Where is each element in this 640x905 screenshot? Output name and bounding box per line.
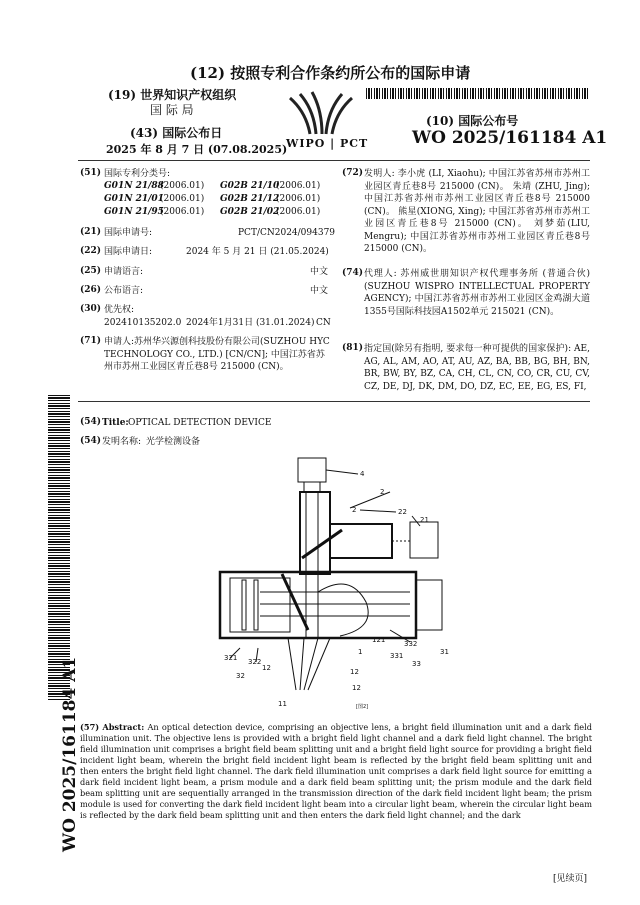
svg-text:32: 32 bbox=[236, 672, 245, 680]
states-num: (81) bbox=[342, 343, 364, 353]
ipc-code: G01N 21/88 bbox=[104, 181, 164, 191]
svg-text:12: 12 bbox=[350, 668, 359, 676]
app-no-label: 国际申请号: bbox=[104, 228, 153, 238]
filing-value: 2024 年 5 月 21 日 (21.05.2024) bbox=[186, 247, 329, 257]
pub-lang-num: (26) bbox=[80, 285, 102, 295]
applicant-text: 申请人:苏州华兴源创科技股份有限公司(SUZHOU HYC TECHNOLOGY CO., LTD.) [CN/CN]; 中国江苏省苏州市苏州工业园区青丘巷8号 215000 (CN)。 bbox=[104, 337, 330, 372]
figure-drawing bbox=[200, 452, 460, 714]
abstract-text: An optical detection device, comprising an objective lens, a bright field illumination unit and a dark field illumination unit. The objective lens is provided with a bright field light channel and a dark field light channel. The bright field illumination unit comprises a bright field beam splitting unit and a bright field light source for providing a bright field incident light beam, wherein the bright field incident light beam is reflected by the bright field beam splitting unit and then enters the bright field light channel. The dark field illumination unit comprises a dark field light source for emitting a dark field incident light beam, a prism module and a dark field beam splitting unit; the prism module and the dark field beam splitting unit are sequentially arranged in the transmission direction of the dark field incident light beam; the prism module is used for converting the dark field incident light beam into a circular light beam, wherein the circular light beam is reflected by the dark field beam splitting unit and then enters the dark field light channel; and the dark bbox=[80, 722, 593, 820]
continued-note: [见续页] bbox=[553, 874, 588, 884]
svg-text:31: 31 bbox=[440, 648, 449, 656]
side-publication-number: WO 2025/161184 A1 bbox=[60, 656, 80, 852]
ipc-code: G01N 21/01 bbox=[104, 194, 164, 204]
label-4: 4 bbox=[360, 470, 365, 478]
ipc-num: (51) bbox=[80, 168, 102, 178]
ipc-version: (2006.01) bbox=[160, 207, 205, 217]
ipc-version: (2006.01) bbox=[160, 194, 205, 204]
filing-label: 国际申请日: bbox=[104, 247, 153, 257]
wipo-pct-text: WIPO | PCT bbox=[286, 137, 369, 150]
abstract-num: (57) bbox=[80, 722, 100, 732]
side-barcode bbox=[48, 395, 70, 701]
priority-country: CN bbox=[316, 318, 331, 328]
svg-text:[图2]: [图2] bbox=[356, 704, 369, 710]
svg-text:33: 33 bbox=[412, 660, 421, 668]
filing-lang-label: 申请语言: bbox=[104, 267, 144, 277]
filing-lang-value: 中文 bbox=[310, 267, 329, 277]
abstract-label: Abstract: bbox=[102, 722, 145, 732]
pub-lang-value: 中文 bbox=[310, 286, 329, 296]
svg-text:2: 2 bbox=[352, 506, 357, 514]
pub-lang-label: 公布语言: bbox=[104, 286, 144, 296]
priority-num: (30) bbox=[80, 304, 102, 314]
svg-text:1: 1 bbox=[358, 648, 363, 656]
inventors-text: 发明人: 李小虎 (LI, Xiaohu); 中国江苏省苏州市苏州工业园区青丘巷8号 215000 (CN)。 朱靖 (ZHU, Jing); 中国江苏省苏州市苏州工业园区青丘巷8号 215000 (CN)。 熊星(XIONG, Xing); 中国江苏省苏州市苏州工业园区青丘巷8号 215000 (CN)。 刘梦茹(LIU, Mengru); 中国江苏省苏州市苏州工业园区青丘巷8号 215000 (CN)。 bbox=[364, 169, 590, 254]
inventors-num: (72) bbox=[342, 168, 364, 178]
applicant-num: (71) bbox=[80, 336, 102, 346]
ipc-code: G02B 21/02 bbox=[220, 207, 280, 217]
pub-date-label: (43) 国际公布日 bbox=[130, 126, 223, 140]
svg-text:121: 121 bbox=[372, 636, 386, 644]
ipc-version: (2006.01) bbox=[276, 194, 321, 204]
ipc-label: 国际专利分类号: bbox=[104, 169, 171, 179]
pub-no-label: (10) 国际公布号 bbox=[426, 114, 519, 128]
ipc-code: G02B 21/12 bbox=[220, 194, 280, 204]
svg-text:322: 322 bbox=[248, 658, 262, 666]
agent-num: (74) bbox=[342, 268, 364, 278]
pub-no: WO 2025/161184 A1 bbox=[412, 128, 608, 148]
title-cn-value: 光学检测设备 bbox=[146, 437, 201, 447]
optical-device-diagram bbox=[200, 452, 460, 714]
org-sub: 国 际 局 bbox=[150, 103, 194, 117]
states-text: 指定国(除另有指明, 要求每一种可提供的国家保护): AE, AG, AL, AM, AO, AT, AU, AZ, BA, BB, BG, BH, BN, BR, BW, BY, BZ, CA, CH, CL, CN, CO, CR, CU, CV, CZ, DE, DJ, DK, DM, DO, DZ, EC, EE, EG, ES, FI, bbox=[364, 344, 590, 392]
svg-text:2: 2 bbox=[380, 488, 385, 496]
title-cn-label: 发明名称: bbox=[102, 437, 142, 447]
header-rule bbox=[78, 160, 590, 161]
filing-num: (22) bbox=[80, 246, 102, 256]
title-en-num: (54) bbox=[80, 417, 102, 427]
pub-date: 2025 年 8 月 7 日 (07.08.2025) bbox=[106, 143, 288, 156]
title-en-label: Title: bbox=[102, 418, 129, 428]
svg-text:22: 22 bbox=[398, 508, 407, 516]
title-cn-num: (54) bbox=[80, 436, 102, 446]
svg-text:332: 332 bbox=[404, 640, 418, 648]
ipc-code: G02B 21/10 bbox=[220, 181, 280, 191]
priority-no: 202410135202.0 bbox=[104, 318, 182, 328]
svg-text:12: 12 bbox=[262, 664, 271, 672]
ipc-version: (2006.01) bbox=[160, 181, 205, 191]
svg-text:321: 321 bbox=[224, 654, 238, 662]
priority-date: 2024年1月31日 (31.01.2024) bbox=[186, 318, 315, 328]
svg-text:331: 331 bbox=[390, 652, 404, 660]
document-title: (12) 按照专利合作条约所公布的国际申请 bbox=[190, 64, 471, 82]
app-no-num: (21) bbox=[80, 227, 102, 237]
filing-lang-num: (25) bbox=[80, 266, 102, 276]
body-rule bbox=[78, 401, 590, 402]
title-en-value: OPTICAL DETECTION DEVICE bbox=[128, 418, 272, 428]
svg-text:21: 21 bbox=[420, 516, 429, 524]
top-barcode bbox=[366, 88, 588, 99]
agent-text: 代理人: 苏州威世朋知识产权代理事务所 (普通合伙) (SUZHOU WISPRO INTELLECTUAL PROPERTY AGENCY); 中国江苏省苏州市苏州工业园区金鸡湖大道1355号国际科技园A1502单元 215021 (CN)。 bbox=[364, 269, 590, 317]
priority-label: 优先权: bbox=[104, 305, 135, 315]
ipc-code: G01N 21/95 bbox=[104, 207, 164, 217]
org-label: (19) 世界知识产权组织 bbox=[108, 88, 237, 102]
ipc-version: (2006.01) bbox=[276, 207, 321, 217]
ipc-version: (2006.01) bbox=[276, 181, 321, 191]
svg-text:12: 12 bbox=[352, 684, 361, 692]
app-no-value: PCT/CN2024/094379 bbox=[238, 228, 336, 238]
svg-text:11: 11 bbox=[278, 700, 287, 708]
abstract bbox=[80, 722, 592, 821]
